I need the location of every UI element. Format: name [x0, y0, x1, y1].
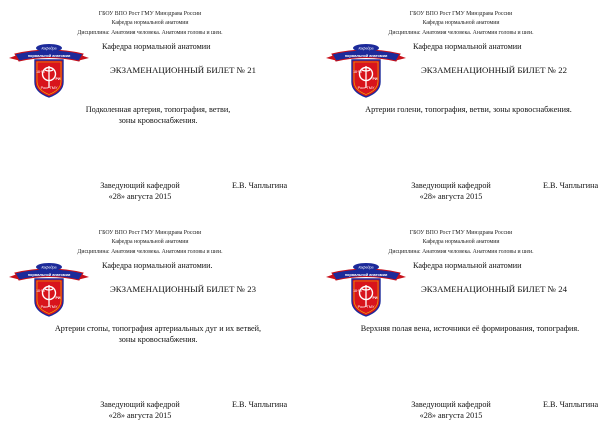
ticket-title: ЭКЗАМЕНАЦИОННЫЙ БИЛЕТ № 22 — [421, 65, 568, 75]
svg-text:18·90: 18·90 — [36, 289, 45, 293]
header-line-department: Кафедра нормальной анатомии — [422, 239, 500, 246]
head-of-department — [401, 181, 501, 202]
ticket-21 — [0, 0, 305, 210]
svg-text:РИ: РИ — [55, 296, 61, 300]
signature-name: Е.В. Чаплыгина — [543, 400, 599, 409]
svg-text:18·90: 18·90 — [353, 289, 362, 293]
department-name: Кафедра нормальной анатомии — [413, 42, 522, 51]
svg-text:Кафедра: Кафедра — [358, 46, 374, 51]
question-line: Артерии стопы, топография артериальных дуг и их ветвей, — [54, 324, 262, 333]
svg-text:18·90: 18·90 — [36, 70, 45, 74]
head-title: Заведующий кафедрой — [100, 181, 180, 190]
svg-text:Кафедра: Кафедра — [358, 265, 374, 270]
question-line: Подколенная артерия, топография, ветви, — [85, 105, 231, 114]
svg-text:Рост ГМУ: Рост ГМУ — [40, 305, 58, 309]
department-logo — [7, 261, 91, 317]
approval-date: «28» августа 2015 — [108, 410, 172, 420]
svg-text:Кафедра: Кафедра — [41, 46, 57, 51]
approval-date: «28» августа 2015 — [419, 191, 483, 201]
question-line: зоны кровоснабжения. — [118, 335, 198, 344]
ticket-header — [351, 229, 571, 257]
header-line-discipline: Дисциплина: Анатомия человека. Анатомия головы и шеи. — [77, 248, 223, 255]
ticket-header — [351, 10, 571, 38]
department-logo — [7, 42, 91, 98]
svg-text:РИ: РИ — [372, 296, 378, 300]
svg-text:РИ: РИ — [372, 77, 378, 81]
head-of-department — [90, 400, 190, 421]
ticket-23 — [0, 219, 305, 429]
svg-text:нормальной анатомии: нормальной анатомии — [344, 273, 388, 277]
header-line-discipline: Дисциплина: Анатомия человека. Анатомия головы и шеи. — [388, 29, 534, 36]
header-line-university: ГБОУ ВПО Рост ГМУ Минздрава России — [409, 230, 513, 236]
head-title: Заведующий кафедрой — [411, 400, 491, 409]
svg-text:нормальной анатомии: нормальной анатомии — [27, 54, 71, 58]
question-line: Артерии голени, топография, ветви, зоны кровоснабжения. — [365, 105, 572, 114]
exam-question — [0, 323, 316, 345]
ticket-header — [40, 229, 260, 257]
svg-text:18·90: 18·90 — [353, 70, 362, 74]
department-name: Кафедра нормальной анатомии — [102, 42, 211, 51]
svg-text:нормальной анатомии: нормальной анатомии — [27, 273, 71, 277]
approval-date: «28» августа 2015 — [419, 410, 483, 420]
header-line-department: Кафедра нормальной анатомии — [111, 20, 189, 27]
svg-text:Рост ГМУ: Рост ГМУ — [40, 86, 58, 90]
head-of-department — [90, 181, 190, 202]
header-line-department: Кафедра нормальной анатомии — [111, 239, 189, 246]
signature-name: Е.В. Чаплыгина — [232, 181, 288, 190]
head-title: Заведующий кафедрой — [411, 181, 491, 190]
ticket-24 — [311, 219, 615, 429]
approval-date: «28» августа 2015 — [108, 191, 172, 201]
exam-question — [0, 104, 316, 126]
svg-text:Кафедра: Кафедра — [41, 265, 57, 270]
head-title: Заведующий кафедрой — [100, 400, 180, 409]
header-line-university: ГБОУ ВПО Рост ГМУ Минздрава России — [98, 11, 202, 17]
ticket-title: ЭКЗАМЕНАЦИОННЫЙ БИЛЕТ № 24 — [421, 284, 568, 294]
ticket-22 — [311, 0, 615, 210]
header-line-university: ГБОУ ВПО Рост ГМУ Минздрава России — [98, 230, 202, 236]
signature-name: Е.В. Чаплыгина — [543, 181, 599, 190]
header-line-discipline: Дисциплина: Анатомия человека. Анатомия головы и шеи. — [77, 29, 223, 36]
svg-text:нормальной анатомии: нормальной анатомии — [344, 54, 388, 58]
svg-text:Рост ГМУ: Рост ГМУ — [357, 86, 375, 90]
svg-text:РИ: РИ — [55, 77, 61, 81]
department-name: Кафедра нормальной анатомии — [413, 261, 522, 270]
exam-question — [311, 323, 615, 334]
header-line-department: Кафедра нормальной анатомии — [422, 20, 500, 27]
ticket-title: ЭКЗАМЕНАЦИОННЫЙ БИЛЕТ № 23 — [110, 284, 257, 294]
ticket-title: ЭКЗАМЕНАЦИОННЫЙ БИЛЕТ № 21 — [110, 65, 257, 75]
question-line: Верхняя полая вена, источники её формирования, топография. — [360, 324, 580, 333]
question-line: зоны кровоснабжения. — [118, 116, 198, 125]
department-logo — [324, 261, 408, 317]
header-line-university: ГБОУ ВПО Рост ГМУ Минздрава России — [409, 11, 513, 17]
svg-text:Рост ГМУ: Рост ГМУ — [357, 305, 375, 309]
department-name: Кафедра нормальной анатомии. — [102, 261, 213, 270]
department-logo — [324, 42, 408, 98]
signature-name: Е.В. Чаплыгина — [232, 400, 288, 409]
head-of-department — [401, 400, 501, 421]
ticket-header — [40, 10, 260, 38]
header-line-discipline: Дисциплина: Анатомия человека. Анатомия головы и шеи. — [388, 248, 534, 255]
exam-question — [311, 104, 615, 115]
